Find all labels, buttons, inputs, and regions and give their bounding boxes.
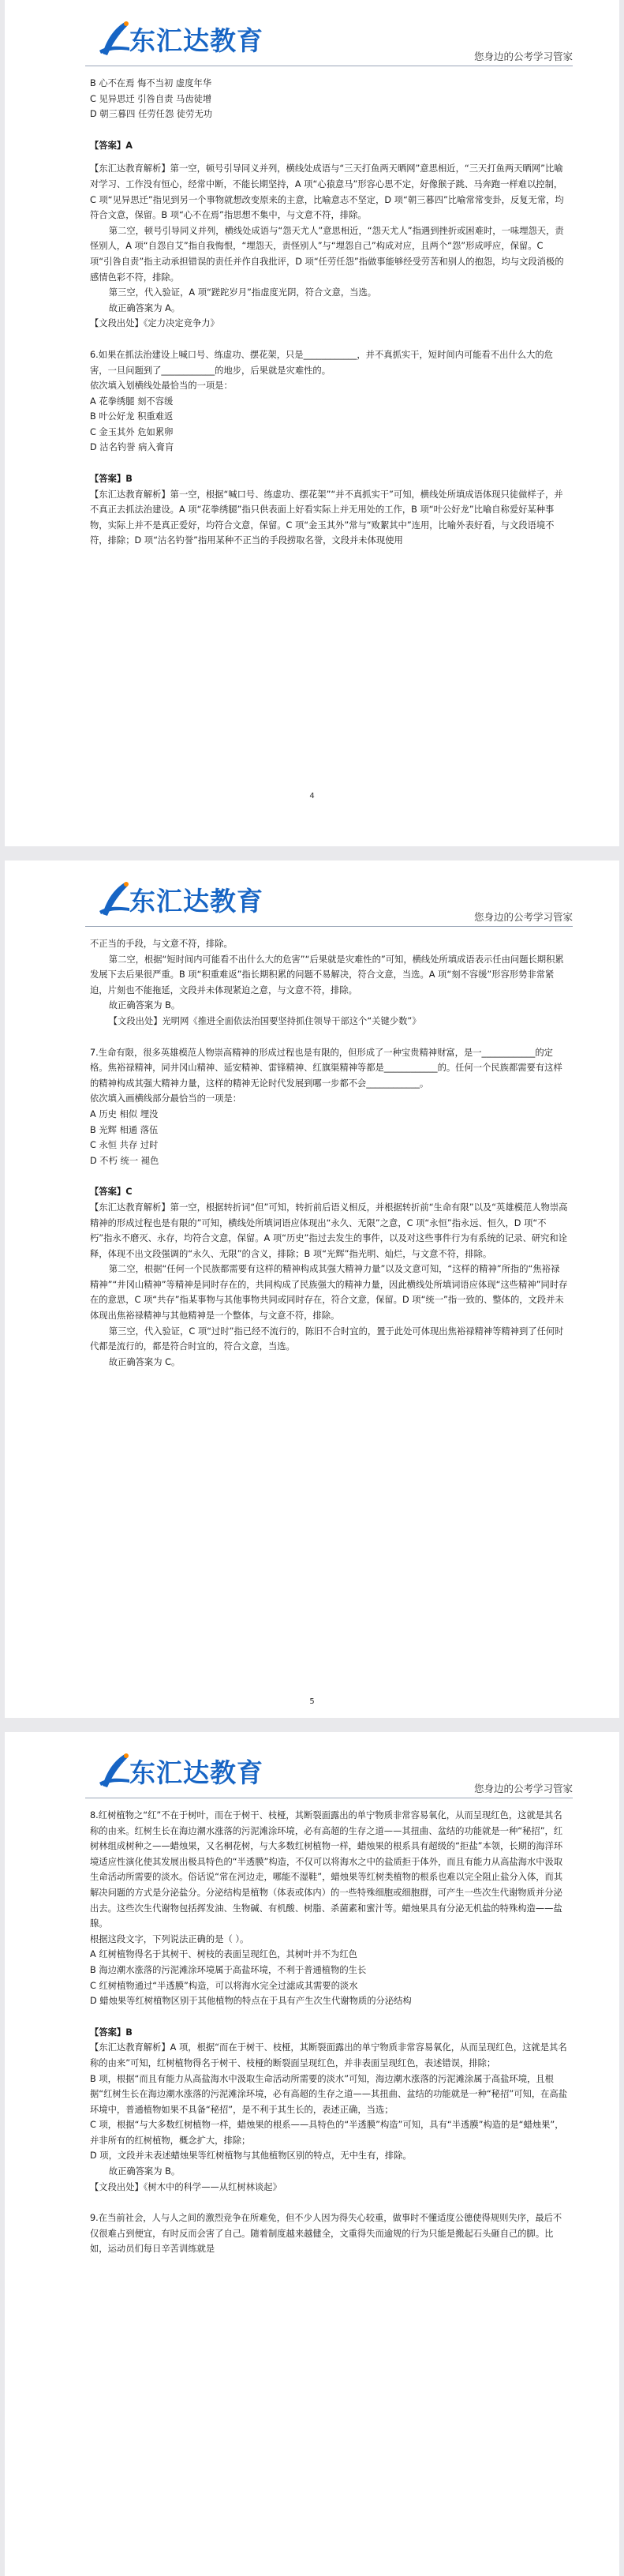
page-number: 5	[309, 1697, 315, 1706]
brand-logo	[98, 1751, 279, 1790]
header-slogan: 您身边的公考学习管家	[473, 911, 573, 923]
question-stem: 8.红树植物之“红”不在于树叶，而在于树干、枝桠，其断裂面露出的单宁物质非常容易氧化，从而呈现红色，这就是其名称的由来。红树生长在海边潮水涨落的污泥滩涂环境，必有高超的生存之道——其扭曲、盆结的功能就是一种“秘招”，红树林组成树种之——蜡烛果，又名桐花树，与大多数红树植物一样，蜡烛果的根系具有超级的“拒盐”本领，长期的海洋环境适应性演化使其发展出极具特色的“半透膜”构造，不仅可以将海水之中的盐质拒于体外，而且有能力从高盐海水中汲取生命活动所需要的淡水。俗话说“常在河边走，哪能不湿鞋”，蜡烛果等红树类植物的根系也难以完全阻止盐分入体，而其解决问题的方式是分泌盐分。分泌结构是植物（体表或体内）的一些特殊细胞或细胞群，可产生一些次生代谢物质并分泌出去。这些次生代谢物包括挥发油、生物碱、有机酸、树脂、杀菌素和蜜汁等。蜡烛果具有分泌无机盐的特殊构造——盐腺。	[90, 1810, 563, 1929]
analysis-paragraph: B 项，根据“而且有能力从高盐海水中汲取生命活动所需要的淡水”可知，海边潮水涨落的污泥滩涂属于高盐环境，且根据“红树生长在海边潮水涨落的污泥滩涂环境，必有高超的生存之道——其扭曲、盆结的功能就是一种“秘招”可知，在高盐环境中，普通植物如果不具备“秘招”，是不利于其生长的，表述正确，当选；	[90, 2073, 568, 2115]
option-line: B 光辉 相通 落伍	[90, 1124, 159, 1135]
option-line: D 沽名钓誉 病入膏肓	[90, 442, 174, 453]
analysis-paragraph: 【东汇达教育解析】第一空，顿号引导同义并列，横线处成语与“三天打鱼两天晒网”意思相近，“三天打鱼两天晒网”比喻对学习、工作没有恒心，经常中断，不能长期坚持，A 项“心猿意马”形容心思不定，好像猴子跳、马奔跑一样难以控制，C 项“见异思迁”指见到另一个事物就想改变原来的主意，比喻意志不坚定，D 项“朝三暮四”比喻常常变卦，反复无常，均符合文意，保留。B 项“心不在焉”指思想不集中，与文意不符，排除。	[90, 163, 564, 221]
page-body	[90, 76, 568, 549]
answer-heading: 【答案】B	[90, 2027, 133, 2038]
document-page-3	[5, 1732, 619, 2576]
pen-logo-icon	[98, 19, 133, 58]
option-line: C 金玉其外 危如累卵	[90, 426, 174, 437]
option-line: B 心不在焉 悔不当初 虚度年华	[90, 78, 212, 88]
logo-text: 东汇达教育	[129, 25, 263, 56]
question-stem: 6.如果在抓法治建设上喊口号、练虚功、摆花架，只是____________，并不真抓实干，短时间内可能看不出什么大的危害，一旦问题到了____________的地步，后果就是灾难性的。	[90, 349, 553, 376]
analysis-paragraph: 第二空，顿号引导同义并列，横线处成语与“怨天尤人”意思相近，“怨天尤人”指遇到挫折或困难时，一味埋怨天，责怪别人，A 项“自怨自艾”指自我悔恨，“埋怨天，责怪别人”与“埋怨自己”构成对应，且两个“怨”形成呼应，保留。C 项“引咎自责”指主动承担错误的责任并作自我批评，D 项“任劳任怨”指做事能够经受劳苦和别人的抱怨，均与文段消极的感情色彩不符，排除。	[90, 225, 564, 283]
analysis-paragraph: D 项，文段并未表述蜡烛果等红树植物与其他植物区别的特点，无中生有，排除。	[90, 2150, 412, 2162]
option-line: A 花拳绣腿 刻不容缓	[90, 396, 174, 407]
option-line: B 海边潮水涨落的污泥滩涂环境属于高盐环境，不利于普通植物的生长	[90, 1964, 367, 1975]
page-header	[90, 861, 573, 936]
question-stem: 7.生命有限，很多英雄模范人物崇高精神的形成过程也是有限的，但形成了一种宝贵精神财富，是一____________的定格。焦裕禄精神，同井冈山精神、延安精神、雷锋精神、红旗渠精神等都是____________的。任何一个民族都需要有这样的精神构成其强大精神力量，这样的精神无论时代发展到哪一步都不会____________。	[90, 1047, 562, 1089]
analysis-paragraph: 不正当的手段，与文意不符，排除。	[90, 939, 233, 949]
page-number: 4	[309, 792, 315, 801]
answer-heading: 【答案】C	[90, 1187, 133, 1198]
header-slogan: 您身边的公考学习管家	[473, 51, 573, 62]
answer-conclusion: 故正确答案为 B。	[108, 1000, 181, 1011]
page-header	[90, 1732, 573, 1808]
page-header	[90, 0, 573, 76]
option-line: C 见异思迁 引咎自责 马齿徒增	[90, 93, 212, 104]
option-line: C 红树植物通过“半透膜”构造，可以将海水完全过滤成其需要的淡水	[90, 1980, 358, 1991]
option-line: D 不朽 统一 褪色	[90, 1155, 159, 1166]
answer-conclusion: 故正确答案为 A。	[108, 302, 181, 313]
analysis-paragraph: 【东汇达教育解析】第一空，根据“喊口号、练虚功、摆花架”“并不真抓实干”可知，横线处所填成语体现只徒做样子，并不真正去抓法治建设。A 项“花拳绣腿”指只供表面上好看实际上并无用处的工作，B 项“叶公好龙”比喻自称爱好某种事物，实际上并不是真正爱好，均符合文意，保留。C 项“金玉其外”常与“败絮其中”连用，比喻外表好看，与文段语境不符，排除；D 项“沽名钓誉”指用某种不正当的手段捞取名誉，文段并未体现使用	[90, 489, 563, 546]
answer-conclusion: 故正确答案为 B。	[108, 2166, 181, 2177]
question-prompt: 依次填入划横线处最恰当的一项是：	[90, 381, 233, 392]
source-line: 【文段出处】《定力决定竞争力》	[90, 318, 219, 329]
document-page-2	[5, 861, 619, 1718]
analysis-paragraph: 第三空，代入验证，A 项“蹉跎岁月”指虚度光阴，符合文意，当选。	[108, 287, 377, 298]
analysis-paragraph: 第二空，根据“短时间内可能看不出什么大的危害”“后果就是灾难性的”可知，横线处所填成语表示任由问题长期积累发展下去后果很严重。B 项“积重难返”指长期积累的问题不易解决，符合文意，当选。A 项“刻不容缓”形容形势非常紧迫，片刻也不能拖延，文段并未体现紧迫之意，与文意不符，排除。	[90, 954, 564, 996]
option-line: A 历史 相似 埋没	[90, 1108, 159, 1119]
option-line: A 红树植物得名于其树干、树枝的表面呈现红色，其树叶并不为红色	[90, 1949, 357, 1960]
source-line: 【文段出处】《树木中的科学——从红树林谈起》	[90, 2181, 282, 2192]
analysis-paragraph: 【东汇达教育解析】第一空，根据转折词“但”可知，转折前后语义相反，并根据转折前“生命有限”以及“英雄模范人物崇高精神的形成过程也是有限的”可知，横线处所填词语应体现出“永久、无限”之意，C 项“永恒”指永远、恒久，D 项“不朽”指永不磨灭、永存，均符合文意，保留。A 项“历史”指过去发生的事件，以及对这些事件行为有系统的记录、研究和诠释，体现不出文段强调的“永久、无限”的含义，排除；B 项“光辉”指光明、灿烂，与文意不符，排除。	[90, 1202, 568, 1259]
pen-logo-icon	[98, 1751, 133, 1790]
question-prompt: 依次填入画横线部分最恰当的一项是：	[90, 1093, 242, 1104]
answer-conclusion: 故正确答案为 C。	[108, 1356, 181, 1367]
header-divider	[85, 926, 573, 927]
analysis-paragraph: C 项，根据“与大多数红树植物一样，蜡烛果的根系——具特色的“半透膜”构造”可知，具有“半透膜”构造的是“蜡烛果”，并非所有的红树植物，概念扩大，排除；	[90, 2120, 564, 2146]
pen-logo-icon	[98, 879, 133, 919]
logo-text: 东汇达教育	[129, 886, 263, 917]
question-stem: 9.在当前社会，人与人之间的激烈竞争在所难免，但不少人因为得失心较重，做事时不懂适度公德使得规则失序，最后不仅很难占到便宜，有时反而会害了自己。随着制度越来越健全，文重得失而逾规的行为只能是搬起石头砸自己的脚。比如，运动员们每日辛苦训练就是	[90, 2213, 562, 2255]
page-body	[90, 1808, 568, 2257]
option-line: C 永恒 共存 过时	[90, 1140, 159, 1151]
logo-text: 东汇达教育	[129, 1757, 263, 1788]
analysis-paragraph: 【东汇达教育解析】A 项，根据“而在于树干、枝桠，其断裂面露出的单宁物质非常容易氧化，从而呈现红色，这就是其名称的由来”可知，红树植物得名于树干、枝桠的断裂面呈现红色，并非表面呈现红色，表述错误，排除；	[90, 2042, 567, 2068]
answer-heading: 【答案】B	[90, 474, 133, 485]
answer-heading: 【答案】A	[90, 140, 133, 151]
option-line: D 朝三暮四 任劳任怨 徒劳无功	[90, 109, 213, 120]
source-line: 【文段出处】光明网《推进全面依法治国要坚持抓住领导干部这个“关键少数”》	[108, 1015, 421, 1026]
option-line: B 叶公好龙 积重难返	[90, 411, 174, 422]
analysis-paragraph: 第二空，根据“任何一个民族都需要有这样的精神构成其强大精神力量”以及文意可知，“这样的精神”所指的“焦裕禄精神”“井冈山精神”等精神是同时存在的，共同构成了民族强大的精神力量，因此横线处所填词语应体现“这些精神”同时存在的意思，C 项“共存”指某事物与其他事物共同或同时存在，符合文意，保留。D 项“统一”指一致的、整体的，文段并未体现出焦裕禄精神与其他精神是一个整体，与文意不符，排除。	[90, 1264, 568, 1322]
brand-logo	[98, 879, 279, 919]
document-page-1	[5, 0, 619, 846]
brand-logo	[98, 19, 279, 58]
header-slogan: 您身边的公考学习管家	[473, 1783, 573, 1794]
question-prompt: 根据这段文字，下列说法正确的是（ ）。	[90, 1933, 249, 1944]
option-line: D 蜡烛果等红树植物区别于其他植物的特点在于具有产生次生代谢物质的分泌结构	[90, 1996, 412, 2007]
page-body	[90, 936, 568, 1370]
analysis-paragraph: 第三空，代入验证，C 项“过时”指已经不流行的，陈旧不合时宜的，置于此处可体现出焦裕禄精神等精神到了任何时代都是流行的，都是符合时宜的，符合文意，当选。	[90, 1325, 564, 1352]
